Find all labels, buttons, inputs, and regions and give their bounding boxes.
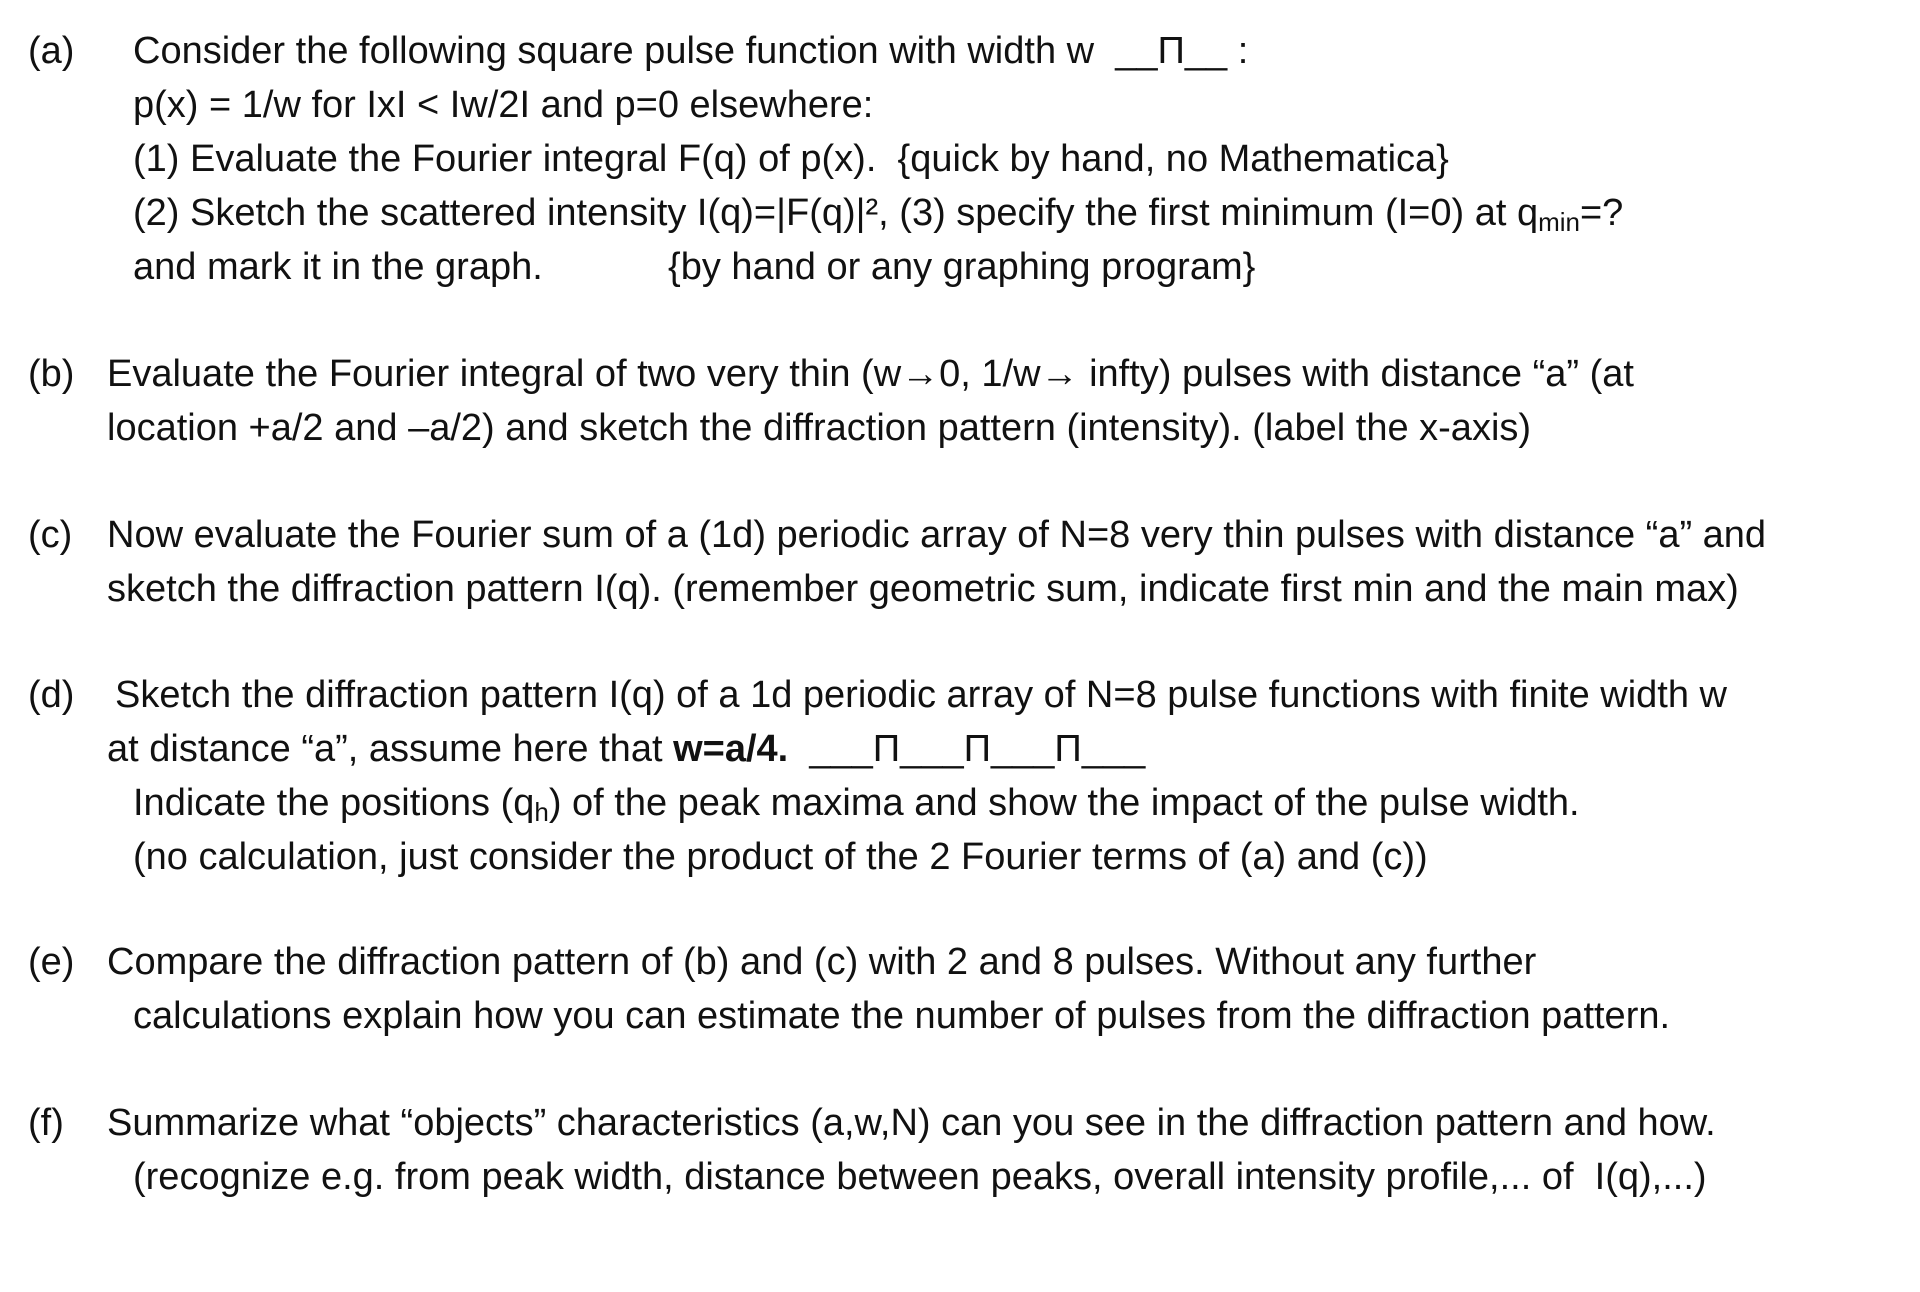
question-a-line-3: (1) Evaluate the Fourier integral F(q) of p(x). {quick by hand, no Mathematica}: [133, 138, 1449, 180]
question-a-line-4-text: (2) Sketch the scattered intensity I(q)=|F(q)|², (3) specify the first minimum (I=0) at q: [133, 192, 1539, 234]
question-d-line-3-end: ) of the peak maxima and show the impact of the pulse width.: [548, 782, 1580, 824]
question-f-line-2: (recognize e.g. from peak width, distance between peaks, overall intensity profile,... of I(q),...): [133, 1156, 1707, 1198]
question-a-line-1: Consider the following square pulse function with width w __Π__ :: [133, 30, 1249, 72]
question-b-line-1: Evaluate the Fourier integral of two very thin (w→0, 1/w→ infty) pulses with distance “a” (at: [107, 353, 1634, 395]
width-ratio-bold: w=a/4.: [673, 728, 789, 770]
question-a-line-5b: {by hand or any graphing program}: [668, 246, 1256, 288]
question-c-label: (c): [28, 514, 73, 556]
question-a-line-4-end: =?: [1579, 192, 1624, 234]
q-h-subscript: h: [534, 797, 549, 827]
question-d-line-2-text: at distance “a”, assume here that: [107, 728, 674, 770]
question-a-line-5a: and mark it in the graph.: [133, 246, 543, 288]
question-d-line-2: [107, 722, 1145, 776]
question-e-label: (e): [28, 941, 75, 983]
question-a-label: (a): [28, 30, 75, 72]
question-b-label: (b): [28, 353, 75, 395]
question-d-line-4: (no calculation, just consider the product of the 2 Fourier terms of (a) and (c)): [133, 836, 1428, 878]
question-e-line-2: calculations explain how you can estimate the number of pulses from the diffraction pattern.: [133, 995, 1671, 1037]
question-d-line-3-text: Indicate the positions (q: [133, 782, 535, 824]
pulse-array-glyph: ___Π___Π___Π___: [788, 728, 1146, 770]
question-f-label: (f): [28, 1102, 64, 1144]
question-d-line-3: [133, 776, 1580, 830]
question-a-line-2: p(x) = 1/w for IxI < Iw/2I and p=0 elsewhere:: [133, 84, 874, 126]
question-d-line-1: Sketch the diffraction pattern I(q) of a 1d periodic array of N=8 pulse functions with finite width w: [115, 674, 1727, 716]
question-d-label: (d): [28, 674, 75, 716]
question-a-line-4: [133, 186, 1623, 240]
q-min-subscript: min: [1538, 207, 1580, 237]
question-f-line-1: Summarize what “objects” characteristics (a,w,N) can you see in the diffraction pattern and how.: [107, 1102, 1716, 1144]
question-e-line-1: Compare the diffraction pattern of (b) and (c) with 2 and 8 pulses. Without any further: [107, 941, 1537, 983]
question-c-line-2: sketch the diffraction pattern I(q). (remember geometric sum, indicate first min and the main max): [107, 568, 1739, 610]
question-b-line-2: location +a/2 and –a/2) and sketch the diffraction pattern (intensity). (label the x-axis): [107, 407, 1532, 449]
question-c-line-1: Now evaluate the Fourier sum of a (1d) periodic array of N=8 very thin pulses with distance “a” and: [107, 514, 1767, 556]
